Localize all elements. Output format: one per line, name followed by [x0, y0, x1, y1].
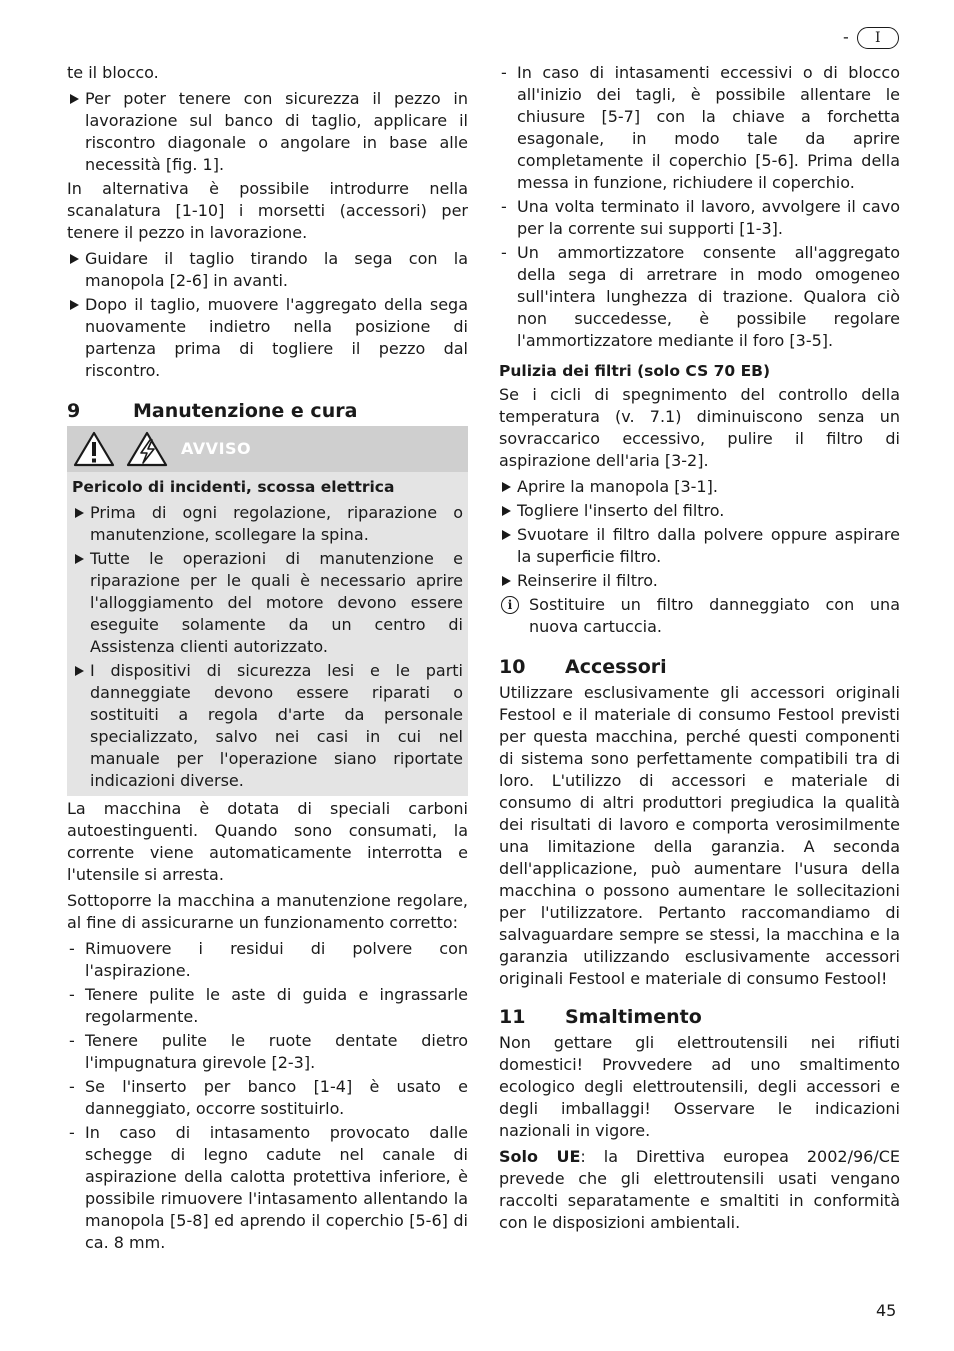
- warning-triangle-icon: [73, 431, 115, 467]
- language-badge: I: [857, 27, 899, 49]
- dash-item: - Rimuovere i residui di polvere con l'aspirazione.: [67, 938, 468, 982]
- section-title: Smaltimento: [565, 1006, 702, 1028]
- info-icon: i: [501, 596, 519, 614]
- electric-shock-icon: [126, 431, 168, 467]
- paragraph: Utilizzare esclusivamente gli accessori originali Festool e il materiale di consumo Festool previsti per questa macchina, perché questi componenti di sistema sono perfettamente compatibili tra di loro. L'utilizzo di accessori e materiale di consumo di altri produttori pregiudica la qualità dei risultati di lavoro e comporta verosimilmente una limitazione della garanzia. A seconda dell'applicazione, può aumentare l'usura della macchina o possono aumentare le sollecitazioni per l'utilizzatore. Pertanto raccomandiamo di salvaguardare sempre se stessi, la macchina e la garanzia utilizzando esclusivamente accessori originali Festool e materiale di consumo Festool!: [499, 683, 900, 988]
- bullet-item: I dispositivi di sicurezza lesi e le parti danneggiate devono essere riparati o sostituiti a regola d'arte da personale specializzato, salvo nei casi in cui nel manuale per l'operazione siano riportate indicazioni diverse.: [72, 660, 463, 792]
- section-11-heading: [499, 1004, 900, 1030]
- section-number: 9: [67, 400, 81, 422]
- dash-item: - In caso di intasamento provocato dalle schegge di legno cadute nel canale di aspirazione della calotta protettiva inferiore, è possibile rimuovere l'intasamento allentando la manopola [5-8] ed aprendo il coperchio [5-6] di ca. 8 mm.: [67, 1122, 468, 1254]
- bullet-item: Tutte le operazioni di manutenzione e riparazione per le quali è necessario aprire l'alloggiamento del motore devono essere eseguite solamente da un centro di Assistenza clienti autorizzato.: [72, 548, 463, 658]
- warning-body: [67, 472, 468, 796]
- dash-item: - Se l'inserto per banco [1-4] è usato e danneggiato, occorre sostituirlo.: [67, 1076, 468, 1120]
- section-title: Accessori: [565, 656, 667, 678]
- section-10-heading: [499, 654, 900, 680]
- bullet-item: Prima di ogni regolazione, riparazione o manutenzione, scollegare la spina.: [72, 502, 463, 546]
- filter-cleaning-heading: Pulizia dei filtri (solo CS 70 EB): [499, 362, 771, 380]
- dash-item: - Un ammortizzatore consente all'aggregato della sega di arretrare in modo omogeneo sull'intera lunghezza di trazione. Qualora ciò non succedesse, è possibile regolare l'ammortizzatore mediante il foro [3-5].: [499, 242, 900, 352]
- paragraph: In alternativa è possibile introdurre nella scanalatura [1-10] i morsetti (accessori) per tenere il pezzo in lavorazione.: [67, 179, 468, 242]
- language-marker: [843, 27, 899, 49]
- paragraph: Non gettare gli elettroutensili nei rifiuti domestici! Provvedere ad uno smaltimento ecologico degli elettroutensili, degli accessori e degli imballaggi! Osservare le indicazioni nazionali in vigore.: [499, 1033, 900, 1140]
- info-note: [499, 594, 900, 638]
- dash-item: - Una volta terminato il lavoro, avvolgere il cavo per la corrente sui supporti [1-3].: [499, 196, 900, 240]
- paragraph: Se i cicli di spegnimento del controllo della temperatura (v. 7.1) diminuiscono senza un sovraccarico eccessivo, pulire il filtro di aspirazione dell'aria [3-2].: [499, 385, 900, 470]
- language-dash: -: [843, 27, 849, 47]
- bullet-item: Guidare il taglio tirando la sega con la manopola [2-6] in avanti.: [67, 248, 468, 292]
- section-number: 10: [499, 656, 526, 678]
- dash-item: - Tenere pulite le aste di guida e ingrassarle regolarmente.: [67, 984, 468, 1028]
- bullet-item: Reinserire il filtro.: [499, 570, 900, 592]
- right-column: [499, 62, 900, 1238]
- paragraph: Sottoporre la macchina a manutenzione regolare, al fine di assicurarne un funzionamento corretto:: [67, 891, 468, 932]
- bullet-item: Svuotare il filtro dalla polvere oppure aspirare la superficie filtro.: [499, 524, 900, 568]
- section-9-heading: [67, 398, 468, 424]
- bullet-item: Togliere l'inserto del filtro.: [499, 500, 900, 522]
- warning-box: [67, 426, 468, 796]
- paragraph: [499, 1146, 900, 1234]
- paragraph-text: : la Direttiva europea 2002/96/CE prevede che gli elettroutensili usati vengano raccolti separatamente e smaltiti in conformità con le disposizioni ambientali.: [499, 1147, 901, 1232]
- bullet-item: Per poter tenere con sicurezza il pezzo in lavorazione sul banco di taglio, applicare il riscontro diagonale o angolare in base alle necessità [fig. 1].: [67, 88, 468, 176]
- dash-item: - In caso di intasamenti eccessivi o di blocco all'inizio dei tagli, è possibile allentare le chiusure [5-7] con la chiave a forchetta esagonale, in modo tale da aprire completamente il coperchio [5-6]. Prima della messa in funzione, richiudere il coperchio.: [499, 62, 900, 194]
- warning-title: Pericolo di incidenti, scossa elettrica: [72, 478, 395, 496]
- left-column: [67, 62, 468, 1256]
- bold-lead: Solo UE: [499, 1147, 581, 1166]
- paragraph: te il blocco.: [67, 63, 159, 82]
- warning-header: [67, 426, 468, 472]
- warning-label: AVVISO: [181, 439, 252, 458]
- bullet-item: Aprire la manopola [3-1].: [499, 476, 900, 498]
- paragraph: La macchina è dotata di speciali carboni autoestinguenti. Quando sono consumati, la corrente viene automaticamente interrotta e l'utensile si arresta.: [67, 799, 468, 884]
- info-text: Sostituire un filtro danneggiato con una nuova cartuccia.: [529, 595, 900, 636]
- page-number: 45: [876, 1301, 897, 1320]
- section-title: Manutenzione e cura: [133, 400, 358, 422]
- bullet-item: Dopo il taglio, muovere l'aggregato della sega nuovamente indietro nella posizione di partenza prima di togliere il pezzo dal riscontro.: [67, 294, 468, 382]
- dash-item: - Tenere pulite le ruote dentate dietro l'impugnatura girevole [2-3].: [67, 1030, 468, 1074]
- section-number: 11: [499, 1006, 526, 1028]
